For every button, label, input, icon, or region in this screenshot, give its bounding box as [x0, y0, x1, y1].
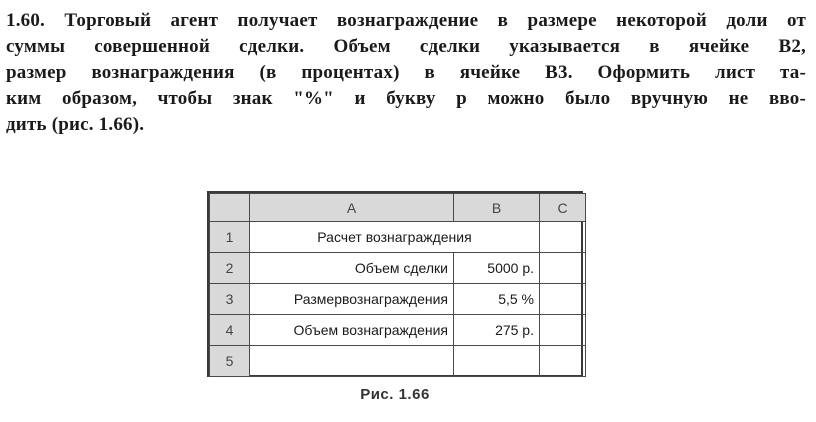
table-row	[210, 222, 586, 253]
cell-a5	[250, 346, 454, 377]
cell-c4	[540, 315, 586, 346]
problem-line-4: ким образом, чтобы знак "%" и букву р можно было вручную не вво-	[6, 88, 806, 109]
cell-a1-merged: Расчет вознаграждения	[250, 222, 540, 253]
column-header-row	[210, 194, 586, 222]
cell-c3	[540, 284, 586, 315]
cell-a4: Объем вознаграждения	[250, 315, 454, 346]
cell-a2: Объем сделки	[250, 253, 454, 284]
problem-statement	[6, 8, 806, 138]
corner-cell	[210, 194, 250, 222]
table-row	[210, 315, 586, 346]
cell-c2	[540, 253, 586, 284]
row-header-4: 4	[210, 315, 250, 346]
figure-caption: Рис. 1.66	[360, 386, 430, 403]
spreadsheet-figure	[207, 191, 583, 377]
row-header-3: 3	[210, 284, 250, 315]
cell-b4: 275 р.	[454, 315, 540, 346]
row-header-2: 2	[210, 253, 250, 284]
cell-b5	[454, 346, 540, 377]
problem-line-3: размер вознаграждения (в процентах) в ячейке В3. Оформить лист та-	[6, 62, 806, 83]
column-header-c: C	[540, 194, 586, 222]
problem-line-1: 1.60. Торговый агент получает вознаграждение в размере некоторой доли от	[6, 10, 806, 31]
row-header-1: 1	[210, 222, 250, 253]
cell-a3: Размервознаграждения	[250, 284, 454, 315]
cell-b3: 5,5 %	[454, 284, 540, 315]
column-header-a: A	[250, 194, 454, 222]
cell-c5	[540, 346, 586, 377]
row-header-5: 5	[210, 346, 250, 377]
table-row	[210, 284, 586, 315]
spreadsheet-grid	[209, 193, 586, 377]
cell-b2: 5000 р.	[454, 253, 540, 284]
table-row	[210, 346, 586, 377]
problem-line-5: дить (рис. 1.66).	[6, 114, 145, 135]
cell-c1	[540, 222, 586, 253]
column-header-b: B	[454, 194, 540, 222]
table-row	[210, 253, 586, 284]
problem-line-2: суммы совершенной сделки. Объем сделки указывается в ячейке В2,	[6, 36, 806, 57]
